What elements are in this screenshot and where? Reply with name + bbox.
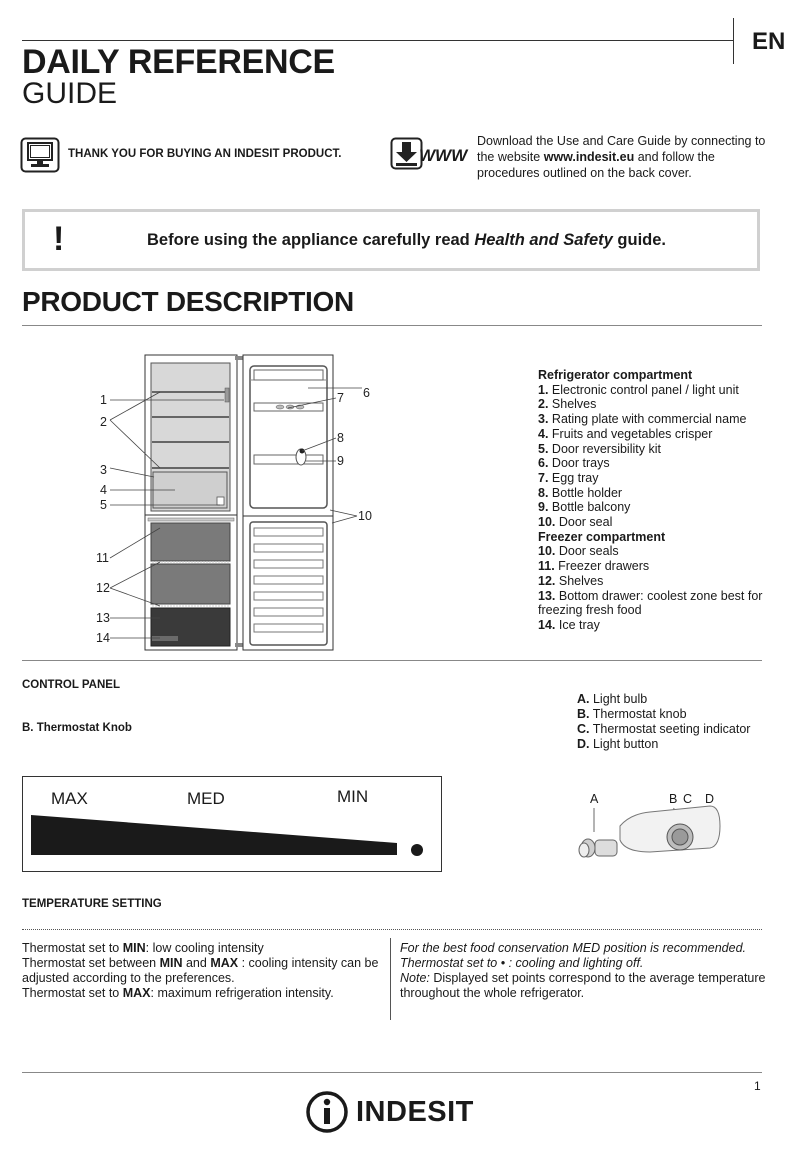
legend-item: 13. Bottom drawer: coolest zone best for <box>538 588 763 603</box>
page-subtitle: GUIDE <box>22 77 118 110</box>
callout-6: 6 <box>363 386 370 400</box>
indesit-logo <box>304 1089 494 1133</box>
control-legend <box>577 692 750 752</box>
download-text <box>477 133 767 181</box>
temperature-heading: TEMPERATURE SETTING <box>22 898 162 910</box>
temp-line: Thermostat set to MAX: maximum refrigeration intensity. <box>22 986 334 1000</box>
fridge-heading: Refrigerator compartment <box>538 368 693 382</box>
product-description-title: PRODUCT DESCRIPTION <box>22 286 354 317</box>
temp-line: Thermostat set to MIN: low cooling intensity <box>22 941 264 955</box>
legend-item: 4. Fruits and vegetables crisper <box>538 426 713 441</box>
website-link[interactable]: www.indesit.eu <box>543 150 635 164</box>
callout-13: 13 <box>96 611 110 625</box>
legend-item: 10. Door seals <box>538 544 619 559</box>
callout-4: 4 <box>100 483 107 497</box>
footer-rule <box>22 1072 762 1073</box>
callout-7: 7 <box>337 391 344 405</box>
warning-emphasis: Health and Safety <box>474 231 613 249</box>
download-text-part2: and follow the procedures outlined on the back cover. <box>477 150 715 180</box>
knob-letter-c: C <box>683 792 693 806</box>
callout-9: 9 <box>337 454 344 468</box>
language-code: EN <box>752 28 786 55</box>
legend-item: 8. Bottle holder <box>538 485 623 500</box>
legend-item: 3. Rating plate with commercial name <box>538 412 747 427</box>
knob-letter-a: A <box>590 792 599 806</box>
page-number: 1 <box>754 1079 761 1093</box>
temp-line: Thermostat set between MIN and MAX : cooling intensity can be adjusted according to the preferences. <box>22 956 379 985</box>
warning-text-before: Before using the appliance carefully read <box>147 231 475 249</box>
legend-item: 14. Ice tray <box>538 617 600 632</box>
control-panel-heading: CONTROL PANEL <box>22 679 120 691</box>
thermostat-knob-heading: B. Thermostat Knob <box>22 722 132 734</box>
monitor-icon <box>20 137 60 173</box>
dotted-separator <box>22 929 762 930</box>
knob-letter-b: B <box>669 792 678 806</box>
legend-item: 9. Bottle balcony <box>538 500 631 515</box>
callout-3: 3 <box>100 463 107 477</box>
indesit-logo-mark <box>304 1089 350 1135</box>
knob-diagram <box>570 788 750 868</box>
section-rule <box>22 325 762 326</box>
section-rule <box>22 660 762 661</box>
callout-12: 12 <box>96 581 110 595</box>
header-rule <box>22 40 734 41</box>
legend-item: 7. Egg tray <box>538 470 599 485</box>
exclamation-icon: ! <box>53 220 65 258</box>
off-dot-icon <box>411 844 423 856</box>
legend-item: 6. Door trays <box>538 456 610 471</box>
freezer-heading: Freezer compartment <box>538 529 666 544</box>
thank-you-text: THANK YOU FOR BUYING AN INDESIT PRODUCT. <box>68 148 342 160</box>
temperature-left-text <box>22 941 384 1001</box>
safety-warning-text <box>147 231 666 250</box>
brand-name: INDESIT <box>356 1096 474 1128</box>
warning-text-after: guide. <box>612 231 666 249</box>
safety-warning-box <box>22 209 760 271</box>
column-divider <box>390 938 391 1020</box>
callout-5: 5 <box>100 498 107 512</box>
legend-item: 11. Freezer drawers <box>538 559 650 574</box>
callout-10: 10 <box>358 509 372 523</box>
legend-item: D. Light button <box>577 737 659 751</box>
callout-1: 1 <box>100 393 107 407</box>
temperature-right-text <box>400 941 770 1001</box>
legend-item: 12. Shelves <box>538 573 604 588</box>
temp-line: Note: Displayed set points correspond to the average temperature throughout the whole refrigerator. <box>400 971 766 1000</box>
component-legend <box>538 368 768 633</box>
thermostat-scale <box>22 776 442 872</box>
legend-item: 2. Shelves <box>538 397 597 412</box>
fridge-diagram <box>90 350 390 655</box>
legend-item: B. Thermostat knob <box>577 707 687 721</box>
legend-item: 10. Door seal <box>538 515 613 530</box>
header-divider <box>733 18 734 64</box>
callout-8: 8 <box>337 431 344 445</box>
callout-11: 11 <box>96 551 109 565</box>
callout-2: 2 <box>100 415 107 429</box>
legend-item: freezing fresh food <box>538 603 642 618</box>
download-text-part1: Download the Use and Care Guide by connecting to the website <box>477 134 766 164</box>
www-label: WWW <box>419 146 468 165</box>
knob-letter-d: D <box>705 792 715 806</box>
legend-item: C. Thermostat seeting indicator <box>577 722 751 736</box>
legend-item: 1. Electronic control panel / light unit <box>538 382 739 397</box>
page-title: DAILY REFERENCE <box>22 43 335 81</box>
scale-med-label: MED <box>187 789 225 808</box>
legend-item: 5. Door reversibility kit <box>538 441 661 456</box>
scale-max-label: MAX <box>51 789 88 808</box>
temp-line: For the best food conservation MED position is recommended. <box>400 941 747 955</box>
callout-14: 14 <box>96 631 110 645</box>
scale-min-label: MIN <box>337 787 369 806</box>
thermostat-wedge <box>23 777 443 873</box>
legend-item: A. Light bulb <box>577 692 648 706</box>
temp-line: Thermostat set to • : cooling and lighting off. <box>400 956 644 970</box>
